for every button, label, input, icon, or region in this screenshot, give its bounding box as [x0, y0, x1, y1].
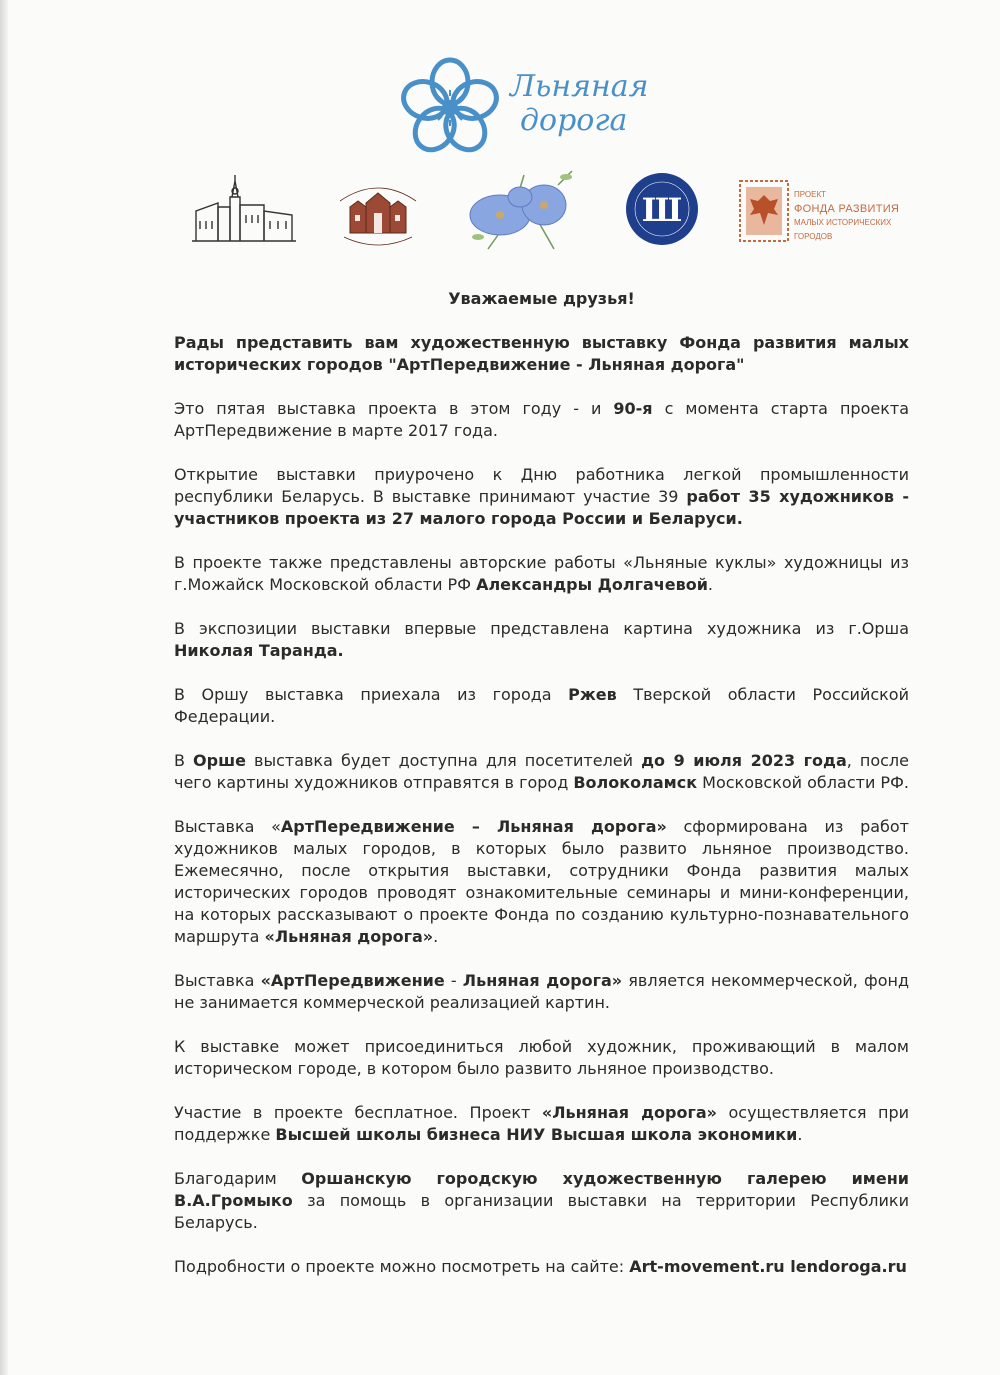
- fonda-project-line-1: ФОНДА РАЗВИТИЯ: [794, 203, 900, 215]
- paragraph-5: [174, 684, 909, 728]
- bold-run: Александры Долгачевой: [476, 575, 708, 594]
- text-run: выставка будет доступна для посетителей: [245, 751, 642, 770]
- text-run: В экспозиции выставки впервые представлена картина художника из г.Орша: [174, 619, 909, 638]
- town-hall-sketch-icon: [188, 171, 300, 247]
- paragraph-12: [174, 1256, 909, 1278]
- bold-run: Оршанскую городскую художественную галерею имени В.А.Громыко: [174, 1169, 910, 1210]
- text-run: .: [433, 927, 439, 946]
- paragraph-1: [174, 398, 909, 442]
- museum-emblem-icon: [328, 173, 428, 249]
- text-run: Московской области РФ.: [697, 773, 909, 792]
- fonda-project-line-2: МАЛЫХ ИСТОРИЧЕСКИХ: [794, 218, 892, 227]
- scan-edge-shadow: [0, 0, 8, 1375]
- text-run: с момента старта проекта АртПередвижение в марте 2017 года.: [174, 399, 909, 440]
- text-run: Участие в проекте бесплатное. Проект: [174, 1103, 542, 1122]
- bold-run: Николая Таранда.: [174, 641, 344, 660]
- bold-run: «Льняная дорога»: [541, 1103, 717, 1122]
- text-run: В проекте также представлены авторские работы «Льняные куклы» художницы из г.Можайск Московской области РФ: [174, 553, 909, 594]
- bold-run: «АртПередвижение: [260, 971, 445, 990]
- bold-run: до 9 июля 2023 года: [641, 751, 847, 770]
- paragraph-6: [174, 750, 909, 794]
- hse-logo-icon: [622, 169, 702, 249]
- flax-flowers-photo: [458, 165, 590, 251]
- paragraph-2: [174, 464, 909, 530]
- paragraph-4: [174, 618, 909, 662]
- flax-flower-icon: [398, 56, 503, 156]
- lnyanaya-doroga-logo: [398, 56, 658, 156]
- text-run: Благодарим: [174, 1169, 302, 1188]
- text-run: -: [444, 971, 463, 990]
- bold-run: Орше: [193, 751, 246, 770]
- bold-run: «Льняная дорога»: [264, 927, 434, 946]
- letter-body: [174, 288, 909, 1300]
- svg-text:Ш: Ш: [641, 191, 683, 229]
- text-run: является некоммерческой, фонд не занимается коммерческой реализацией картин.: [174, 971, 909, 1012]
- bold-run: 90-я: [613, 399, 653, 418]
- text-run: , после чего картины художников отправятся в город: [174, 751, 910, 792]
- text-run: В: [174, 751, 194, 770]
- paragraph-11: [174, 1168, 909, 1234]
- paragraph-10: [174, 1102, 909, 1146]
- greeting-heading: Уважаемые друзья!: [448, 289, 635, 308]
- logo-line-2: дорога: [520, 103, 628, 138]
- bold-run: Ржев: [568, 685, 617, 704]
- bold-run: Льняная дорога»: [462, 971, 623, 990]
- logo-line-1: Льняная: [510, 69, 649, 104]
- fonda-project-line-3: ГОРОДОВ: [794, 232, 833, 241]
- paragraph-7: [174, 816, 909, 948]
- bold-run: Волоколамск: [573, 773, 698, 792]
- text-run: Открытие выставки приурочено к Дню работника легкой промышленности республики Беларусь. В выставке принимают участие 39: [174, 465, 909, 506]
- text-run: В Оршу выставка приехала из города: [174, 685, 569, 704]
- paragraph-8: [174, 970, 909, 1014]
- text-run: Тверской области Российской Федерации.: [174, 685, 909, 726]
- bold-run: АртПередвижение – Льняная дорога»: [280, 817, 667, 836]
- text-run: .: [797, 1125, 803, 1144]
- logo-wordmark: [510, 70, 649, 138]
- text-run: сформирована из работ художников малых городов, в которых было развито льняное производство. Ежемесячно, после открытия выставки, сотрудники Фонда развития малых исторических городов проводят ознакомительные семинары и мини-конференции, на которых рассказывают о проекте Фонда по созданию культурно-познавательного маршрута: [174, 817, 910, 946]
- text-run: Это пятая выставка проекта в этом году - и: [174, 399, 614, 418]
- fonda-project-label: [794, 188, 899, 244]
- eagle-stamp-icon: [738, 179, 790, 243]
- bold-run: работ 35 художников - участников проекта из 27 малого города России и Беларуси.: [174, 487, 909, 528]
- text-run: Выставка: [174, 971, 261, 990]
- text-run: Выставка «: [174, 817, 281, 836]
- bold-run: Высшей школы бизнеса НИУ Высшая школа экономики: [275, 1125, 798, 1144]
- text-run: Подробности о проекте можно посмотреть на сайте:: [174, 1257, 630, 1276]
- text-run: .: [707, 575, 713, 594]
- lead-paragraph: Рады представить вам художественную выставку Фонда развития малых исторических городов "АртПередвижение - Льняная дорога": [174, 333, 909, 374]
- paragraph-9: К выставке может присоединиться любой художник, проживающий в малом историческом городе, в котором было развито льняное производство.: [174, 1037, 909, 1078]
- fonda-project-small: ПРОЕКТ: [794, 190, 827, 199]
- text-run: осуществляется при поддержке: [174, 1103, 909, 1144]
- website-links: Art-movement.ru lendoroga.ru: [629, 1257, 907, 1276]
- text-run: за помощь в организации выставки на территории Республики Беларусь.: [174, 1191, 909, 1232]
- paragraph-3: [174, 552, 909, 596]
